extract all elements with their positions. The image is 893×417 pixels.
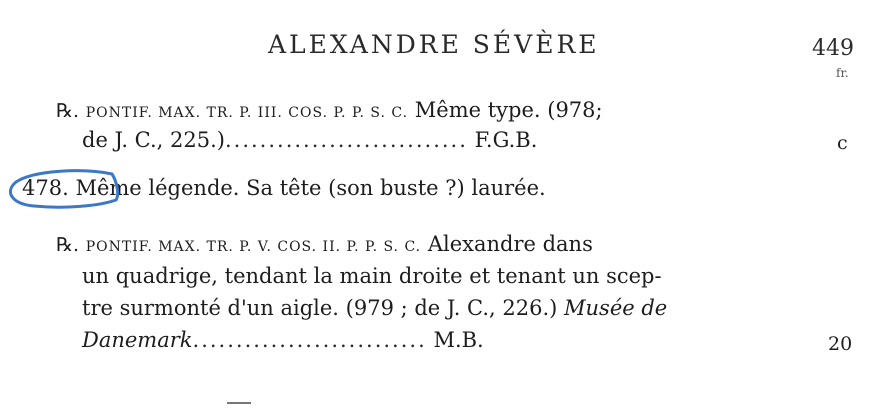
- collection-name: Musée de: [564, 296, 668, 320]
- value-column-label: fr.: [836, 66, 849, 80]
- entry-number: 478.: [22, 176, 69, 200]
- obverse-description: Même légende. Sa tête (son buste ?) laurée.: [75, 176, 546, 200]
- entry-reverse-line-3: [56, 234, 593, 255]
- collection-name: Danemark: [82, 328, 193, 352]
- reverse-description: Même type. (978;: [414, 98, 603, 122]
- entry-478-line: [22, 178, 546, 199]
- dot-leader: ............................: [224, 128, 468, 152]
- entry-reverse-line-5: [82, 298, 667, 319]
- dot-leader: ...........................: [192, 328, 427, 352]
- reverse-symbol: ℞.: [56, 100, 80, 122]
- value-label: 20: [828, 333, 853, 355]
- reverse-description: Alexandre dans: [427, 232, 593, 256]
- page-number: 449: [812, 36, 854, 61]
- reverse-symbol: ℞.: [56, 234, 80, 256]
- reverse-legend: PONTIF. MAX. TR. P. III. COS. P. P. S. C.: [85, 105, 409, 121]
- running-title: ALEXANDRE SÉVÈRE: [268, 30, 600, 59]
- value-label: c: [837, 132, 848, 154]
- entry-reverse-line-1: [56, 100, 603, 121]
- reverse-legend: PONTIF. MAX. TR. P. V. COS. II. P. P. S. C.: [85, 239, 422, 255]
- reverse-description: tre surmonté d'un aigle. (979 ; de J. C., 226.): [82, 296, 558, 320]
- rarity-grade: M.B.: [433, 328, 484, 352]
- rarity-grade: F.G.B.: [474, 128, 538, 152]
- date-text: de J. C., 225.): [82, 128, 225, 152]
- entry-reverse-line-2: [82, 130, 537, 151]
- entry-reverse-line-4: [82, 266, 662, 287]
- entry-reverse-line-6: [82, 330, 484, 351]
- reverse-description: un quadrige, tendant la main droite et tenant un scep-: [82, 264, 662, 288]
